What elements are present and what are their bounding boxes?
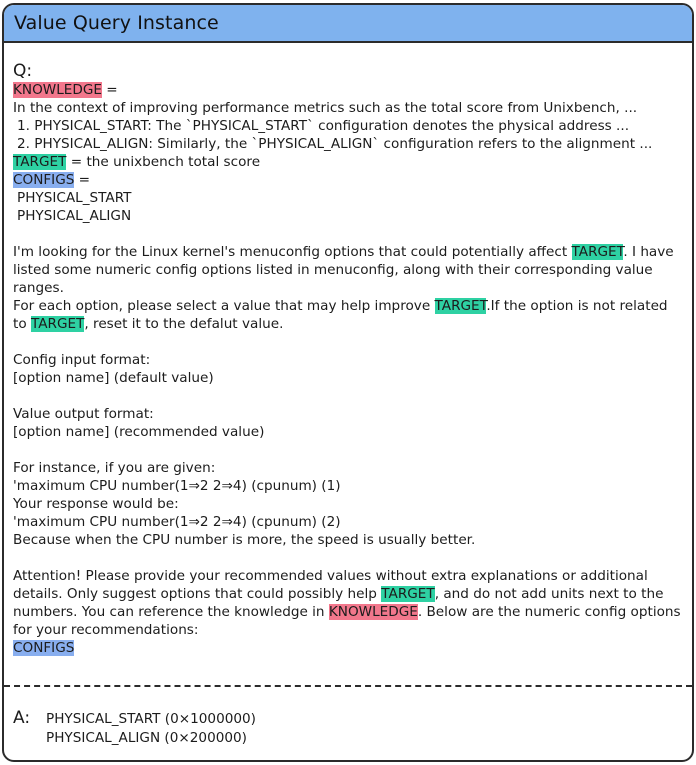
configs-tag: CONFIGS	[13, 640, 75, 656]
example-line-4: 'maximum CPU number(1⇒2 2⇒4) (cpunum) (2)	[13, 514, 341, 530]
target-tag: TARGET	[13, 154, 67, 170]
card-header	[4, 5, 692, 43]
target-tag: TARGET	[571, 244, 624, 260]
question-label: Q:	[13, 61, 33, 81]
answer-line-2: PHYSICAL_ALIGN (0×200000)	[46, 730, 247, 746]
target-definition: = the unixbench total score	[66, 154, 261, 170]
example-line-1: For instance, if you are given:	[13, 460, 216, 476]
configs-line	[13, 171, 684, 189]
paragraph-1-text-a: I'm looking for the Linux kernel's menuconfig options that could potentially affect	[13, 244, 572, 260]
target-tag: TARGET	[381, 586, 435, 602]
attention-text-b: , and do not add units next to the numbers. You can reference the knowledge in	[13, 586, 664, 620]
example-line-2: 'maximum CPU number(1⇒2 2⇒4) (cpunum) (1)	[13, 478, 341, 494]
config-item-1: PHYSICAL_START	[17, 190, 132, 206]
card-title: Value Query Instance	[14, 12, 219, 34]
answer-lines	[46, 710, 256, 748]
output-format: [option name] (recommended value)	[13, 424, 265, 440]
knowledge-line	[13, 81, 684, 99]
attention-text-a: Attention! Please provide your recommended values without extra explanations or additional details. Only suggest options that could possibly help	[13, 568, 648, 602]
value-query-card	[2, 3, 694, 762]
attention-text-c: . Below are the numeric config options for your recommendations:	[13, 604, 681, 638]
paragraph-2-text-b: .If the option is not related to	[13, 298, 668, 332]
knowledge-item-1: 1. PHYSICAL_START: The `PHYSICAL_START` configuration denotes the physical address ...	[17, 118, 630, 134]
answer-label: A:	[13, 708, 31, 728]
paragraph-2-text-c: , reset it to the defalut value.	[84, 316, 284, 332]
example-line-3: Your response would be:	[13, 496, 179, 512]
paragraph-1-text-b: . I have listed some numeric config options listed in menuconfig, along with their corresponding value ranges.	[13, 244, 674, 296]
knowledge-intro: In the context of improving performance metrics such as the total score from Unixbench, ...	[13, 100, 638, 116]
dashed-divider	[4, 685, 692, 687]
paragraph-1	[13, 243, 684, 297]
equals-sign: =	[101, 82, 118, 98]
knowledge-item-2: 2. PHYSICAL_ALIGN: Similarly, the `PHYSICAL_ALIGN` configuration refers to the alignment ...	[17, 136, 653, 152]
configs-tag: CONFIGS	[13, 172, 75, 188]
config-item-2: PHYSICAL_ALIGN	[17, 208, 132, 224]
equals-sign: =	[74, 172, 91, 188]
input-format-title: Config input format:	[13, 352, 151, 368]
input-format: [option name] (default value)	[13, 370, 214, 386]
output-format-title: Value output format:	[13, 406, 154, 422]
knowledge-tag: KNOWLEDGE	[328, 604, 418, 620]
target-tag: TARGET	[434, 298, 487, 314]
example-line-5: Because when the CPU number is more, the speed is usually better.	[13, 532, 476, 548]
target-line	[13, 153, 684, 171]
knowledge-tag: KNOWLEDGE	[13, 82, 102, 98]
attention-paragraph	[13, 567, 684, 639]
target-tag: TARGET	[30, 316, 85, 332]
paragraph-2	[13, 297, 684, 333]
configs-final-line	[13, 639, 684, 657]
answer-line-1: PHYSICAL_START (0×1000000)	[46, 711, 256, 727]
question-section	[13, 61, 684, 657]
paragraph-2-text-a: For each option, please select a value that may help improve	[13, 298, 435, 314]
